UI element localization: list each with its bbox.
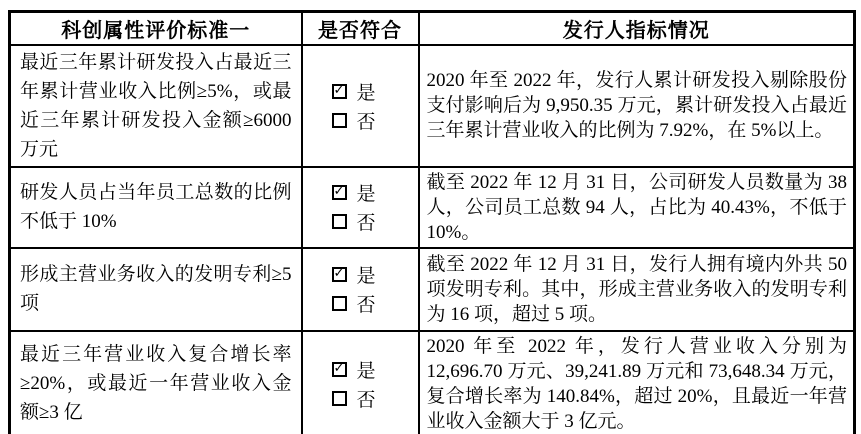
indicator-cell	[419, 45, 855, 167]
header-indicator: 发行人指标情况	[419, 12, 855, 45]
yes-option	[332, 260, 376, 289]
no-option	[332, 106, 376, 135]
criteria-text: 最近三年营业收入复合增长率≥20%，或最近一年营业收入金额≥3 亿	[20, 344, 292, 423]
check-mark-icon: ✓	[333, 82, 345, 98]
indicator-text: 截至 2022 年 12 月 31 日，发行人拥有境内外共 50 项发明专利。其中，形成主营业务收入的发明专利为 16 项，超过 5 项。	[426, 253, 847, 325]
checkbox-unchecked-icon	[332, 214, 347, 229]
compliance-cell	[302, 331, 419, 434]
header-compliance: 是否符合	[302, 12, 419, 45]
checkbox-checked-icon	[332, 185, 347, 200]
no-label: 否	[356, 389, 376, 411]
criteria-evaluation-table	[8, 10, 856, 434]
no-option	[332, 384, 376, 413]
indicator-cell	[419, 331, 855, 434]
checkbox-checked-icon	[332, 84, 347, 99]
criteria-text: 形成主营业务收入的发明专利≥5 项	[20, 264, 292, 314]
indicator-text: 2020 年至 2022 年，发行人累计研发投入剔除股份支付影响后为 9,950.35 万元，累计研发投入占最近三年累计营业收入的比例为 7.92%，在 5%以上。	[426, 70, 847, 141]
yes-label: 是	[356, 82, 376, 104]
no-label: 否	[356, 213, 376, 234]
table-row	[10, 45, 855, 167]
indicator-text: 截至 2022 年 12 月 31 日，公司研发人员数量为 38 人，公司员工总数 94 人，占比为 40.43%，不低于 10%。	[426, 171, 847, 243]
compliance-cell	[302, 45, 419, 167]
indicator-cell	[419, 248, 855, 331]
check-mark-icon: ✓	[333, 360, 345, 376]
criteria-cell	[10, 331, 302, 434]
checkbox-unchecked-icon	[332, 391, 347, 406]
yes-option	[332, 178, 376, 207]
check-mark-icon: ✓	[333, 266, 345, 281]
header-criteria: 科创属性评价标准一	[10, 12, 302, 45]
no-option	[332, 289, 376, 318]
no-option	[332, 207, 376, 236]
no-label: 否	[356, 111, 376, 133]
indicator-cell	[419, 167, 855, 248]
checkbox-checked-icon	[332, 267, 347, 282]
criteria-cell	[10, 167, 302, 248]
checkbox-unchecked-icon	[332, 113, 347, 128]
yes-label: 是	[356, 266, 376, 287]
table-row	[10, 248, 855, 331]
compliance-cell	[302, 167, 419, 248]
checkbox-checked-icon	[332, 362, 347, 377]
no-label: 否	[356, 295, 376, 316]
criteria-cell	[10, 45, 302, 167]
compliance-cell	[302, 248, 419, 331]
check-mark-icon: ✓	[333, 184, 345, 199]
criteria-text: 研发人员占当年员工总数的比例不低于 10%	[20, 182, 292, 232]
criteria-cell	[10, 248, 302, 331]
yes-label: 是	[356, 360, 376, 382]
yes-option	[332, 77, 376, 106]
header-row	[10, 12, 855, 45]
table-row	[10, 167, 855, 248]
table-row	[10, 331, 855, 434]
indicator-text: 2020 年至 2022 年，发行人营业收入分别为 12,696.70 万元、39,241.89 万元和 73,648.34 万元，复合增长率为 140.84%，超过 20%，且最近一年营业收入金额大于 3 亿元。	[426, 335, 847, 432]
checkbox-unchecked-icon	[332, 296, 347, 311]
criteria-text: 最近三年累计研发投入占最近三年累计营业收入比例≥5%，或最近三年累计研发投入金额≥6000 万元	[20, 51, 292, 160]
yes-option	[332, 355, 376, 384]
yes-label: 是	[356, 184, 376, 205]
